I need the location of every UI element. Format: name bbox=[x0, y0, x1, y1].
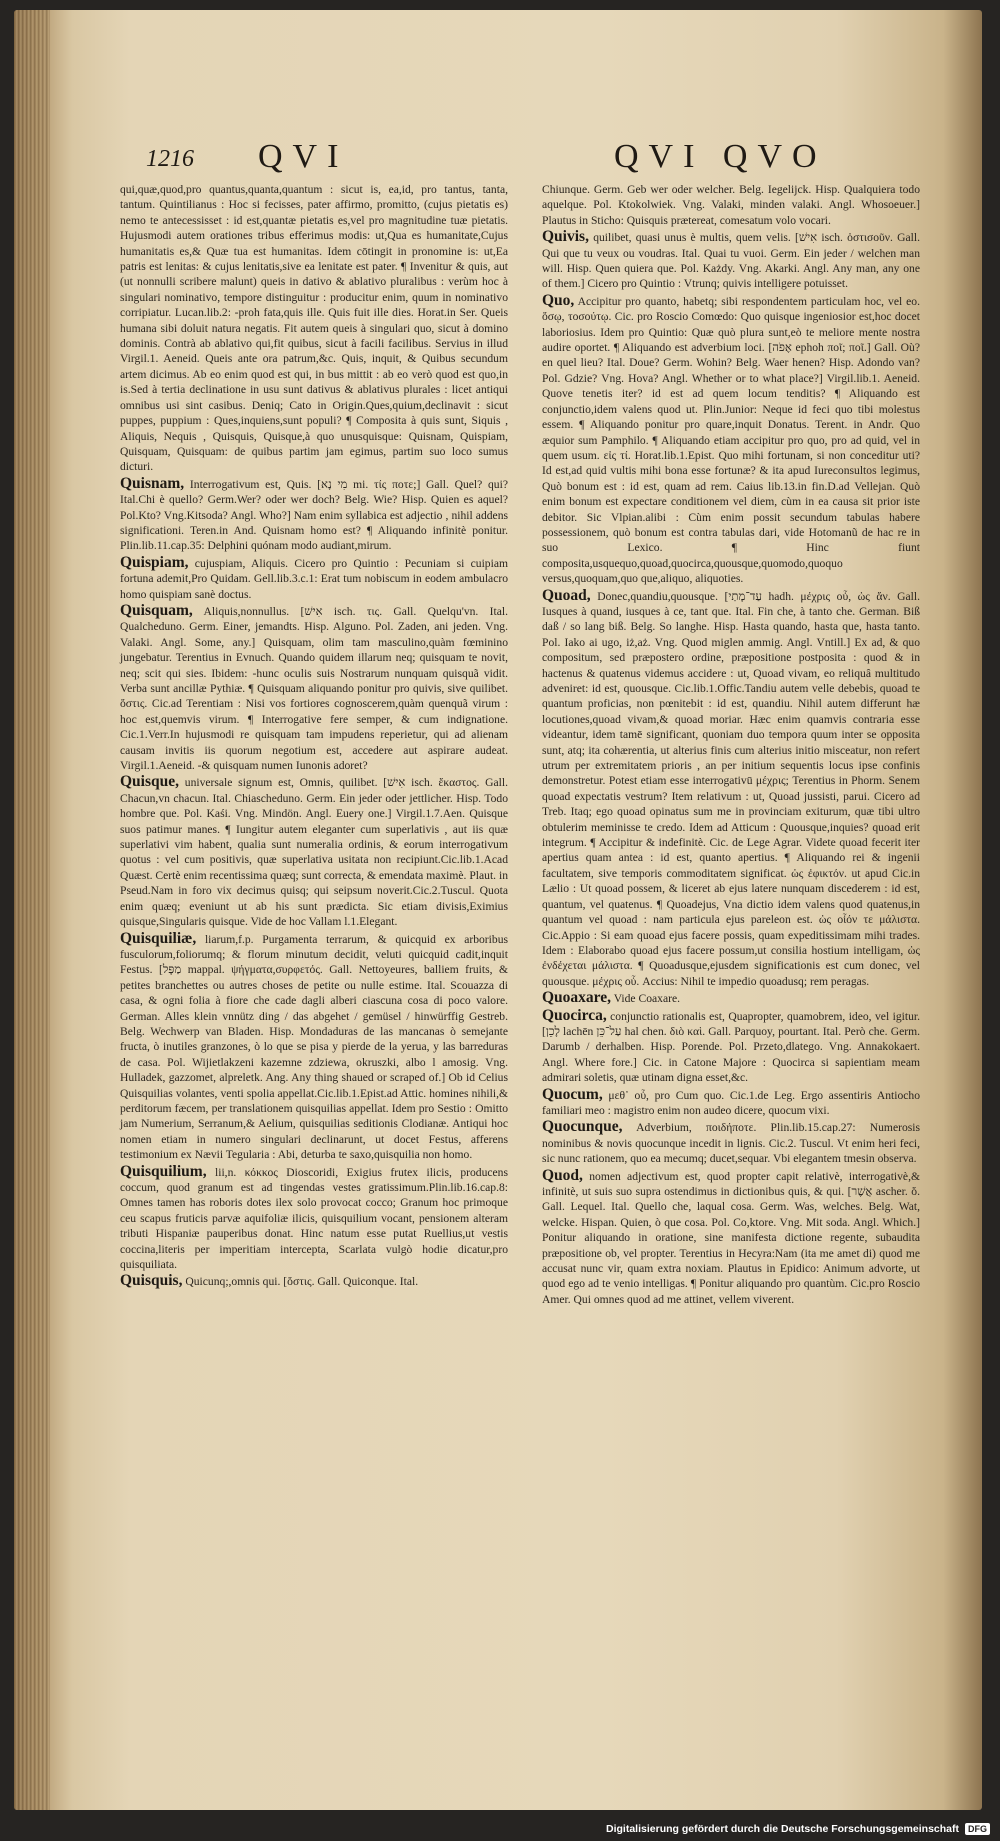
entry-text: Interrogativum est, Quis. [מִי נָא mi. τίς ποτε;] Gall. Quel? qui? Ital.Chi è quello? Germ.Wer? oder wer doch? Belg. Wie? Hisp. Quien es aquel? Pol.Kto? Vng.Kitsoda? Angl. Who?] Nam enim syllabica est adjectio , nihil addens significationi. Teren.in And. Quisnam homo est? ¶ Aliquando infinitè ponitur. Plin.lib.11.cap.35: Delphini quónam modo audiant,mirum. bbox=[120, 477, 508, 553]
entry-headword: Quoad, bbox=[542, 586, 591, 604]
left-column bbox=[120, 182, 508, 1291]
entry-text: μεθ᾿ οὗ, pro Cum quo. Cic.1.de Leg. Ergo assentiris Antiocho familiari meo : magistro enim non audeo dicere, quocum vixi. bbox=[542, 1088, 920, 1117]
dictionary-entry bbox=[120, 476, 508, 554]
right-column bbox=[542, 182, 920, 1308]
entry-text: nomen adjectivum est, quod propter capit relativè, interrogativè,& infinitè, ut suis suo supra ostendimus in dictionibus quis, & qui. [אֲשֶׁר ascher. ὅ. Gall. Lequel. Ital. Quello che, laqual cosa. Germ. Was, welches. Belg. Wat, welcke. Hispan. Quien, ò que cosa. Pol. Co,ktore. Vng. Mit soda. Angl. Which.] Ponitur aliquando in oratione, sine manifesta dictione regente, subaudita præpositione ob, vel propter. Terentius in Hecyra:Nam (ita me amet di) quod me accusat nunc vir, quam extra noxiam. Plautus in Epidico: Animum advorte, ut quod ego ad te venio intelligas. ¶ Ponitur aliquando pro quantùm. Cic.pro Roscio Amer. Qui omnes quod ad me attinet, vellem viverent. bbox=[542, 1169, 920, 1306]
entry-headword: Quisquilium, bbox=[120, 1162, 207, 1180]
dfg-logo: DFG bbox=[965, 1823, 990, 1835]
entry-text: cujuspiam, Aliquis. Cicero pro Quintio : Pecuniam si cuipiam fortuna ademit,Pro Quidam. Gell.lib.3.c.1: Erat tum nobiscum in eodem ambulacro homo quispiam sanè doctus. bbox=[120, 556, 508, 601]
entry-text: Adverbium, ποιδήποτε. Plin.lib.15.cap.27: Numerosis nominibus & novis quocunque incedit in lignis. Cic.2. Tuscul. Vt enim heri feci, sic nunc rationem, quo ea mecumq; ducet,sequar. Vbi elegantem tmesin observa. bbox=[542, 1121, 921, 1166]
footer-credit: Digitalisierung gefördert durch die Deutsche Forschungsgemeinschaft bbox=[606, 1823, 959, 1835]
book-page bbox=[14, 10, 982, 1810]
entry-headword: Quispiam, bbox=[120, 553, 189, 571]
entry-text: qui,quæ,quod,pro quantus,quanta,quantum : sicut is, ea,id, pro tantus, tanta, tantum. Quintilianus : Hoc si fecisses, pater affirmo, promitto, (cujus pietatis es) nemo te antecessisset : id est,quantæ pietatis es,vel pro magnitudine tuæ pietatis. Hujusmodi autem orationes tribus efferimus modis: ut,Qua es humanitate,Cujus humanitatis es,& Quæ tua est humanitas. Idem cōtingit in pronomine is: ut,Ea patris est lenitas: & cujus lenitatis,sive ea lenitate est pater. ¶ Invenitur & quis, aut (ut nonnulli scribere malunt) queis in dativo & ablativo pluralibus : verùm hoc à singulari nominativo, tempore distinguitur : producitur enim, quum in nominativo corripiatur. Lucan.lib.2: -proh fata,quis ille. Quis fuit ille dies. Horat.in Ser. Queis humana sibi doluit natura negatis. Fit autem queis à singulari quo, sicut à domino dominis. Contrà ab ablativo qui,fit quibus, sicut à facili facilibus. Servius in illud Virgil.1. Aeneid. Queis ante ora patrum,&c. Quis, inquit, & Quibus secundum artem dicimus. Ab eo enim quod est qui, in bus mittit : ab eo verò quod est quo,in is.Sed à tertia declinatione in usu sunt dativus & ablativus plurales : licet antiqui omnibus usi sint casibus. Deniq; Cato in Origin.Ques,quium,declinavit : sicut puppes, puppium : Ques,inquiens,sunt populi? ¶ Composita à quis sunt, Siquis , Aliquis, Nequis , Quisquis, Quisque,à quo unusquisque: Quisnam, Quispiam, Quisquam, Quisquam: de quibus partim jam egimus, partim suo loco sumus dicturi. bbox=[120, 183, 508, 474]
entry-headword: Quocirca, bbox=[542, 1006, 607, 1024]
dictionary-entry bbox=[542, 182, 920, 228]
entry-headword: Quo, bbox=[542, 291, 575, 309]
entry-text: liarum,f.p. Purgamenta terrarum, & quicquid ex arboribus fusculorum,foliorumq; & florum minutum decidit, veluti quicquid cadit,inquit Festus. [מַפָּל mappal. ψήγματα,συρφετός. Gall. Nettoyeures, balliem fruits, & petites branchettes ou autres choses de petite ou nulle estime. Ital. Scouazza di casa, & ogni folia à fiore che cade dagli alberi ciascuna cosa di poco valore. German. Alles klein vnnütz ding / das abgehet / gemüsel / hinwürffig Gestreb. Belg. Wechwerp van Bladen. Hisp. Mondaduras de las mancanas ò semejante fructa, ò inutiles granzones, ò lo que se pisa y pierde de la yerua, y las barreduras de casa. Pol. Wijietlakzeni kazemne zdziewa, okruszki, albo l amosig. Vng. Hulladek, gazzomet, alpreletk. Ang. Any thing shaued or scraped of.] Ob id Celius Quisquilias volantes, venti spolia appellat.Cic.lib.1.Epist.ad Attic. homines nihili,& perditorum fæcem, per translationem quisquilias appellat. Idem pro Sestio : Omitto jam Numerium, Serranum,& Aelium, quisquilias seditionis Clodianæ. Antiqui hoc nomen etiam in numero singulari declinarunt, ut docet Festus, afferens testimonium ex Nævii Tegularia : Abi, deturba te saxo,quisquilia non homo. bbox=[120, 932, 509, 1162]
dictionary-entry bbox=[120, 931, 508, 1163]
dictionary-entry bbox=[120, 603, 508, 773]
dictionary-entry bbox=[542, 588, 920, 990]
entry-headword: Quivis, bbox=[542, 228, 589, 246]
entry-headword: Quisquam, bbox=[120, 601, 193, 619]
entry-text: quilibet, quasi unus è multis, quem velis. [אִישׁ isch. ὁστισοῦν. Gall. Qui que tu veux ou voudras. Ital. Quai tu vuoi. Germ. Ein jeder / welchen man will. Hisp. Quen quiera que. Pol. Każdy. Vng. Akarki. Angl. Any man, any one of them.] Cicero pro Quintio : Vtrunq; quivis intelligere potuisset. bbox=[542, 231, 920, 291]
dictionary-entry bbox=[120, 182, 508, 475]
dictionary-entry bbox=[542, 1087, 920, 1119]
entry-text: Quicunq;,omnis qui. [ὅστις. Gall. Quiconque. Ital. bbox=[185, 1275, 419, 1289]
dictionary-entry bbox=[120, 555, 508, 602]
dictionary-entry bbox=[542, 1119, 920, 1166]
entry-headword: Quoaxare, bbox=[542, 989, 612, 1007]
running-head-left: QVI bbox=[258, 138, 349, 175]
entry-text: lii,n. κόκκος Dioscoridi, Exigius frutex ilicis, producens coccum, quod granum est ad tingendas vestes gratissimum.Plin.lib.16.cap.8: Omnes tamen has roboris dotes ilex solo provocat cocco; Granum hoc primoque ceu scapus fruticis parvæ aquifoliæ ilicis, quisquilium vocant, pensionem alteram tributi Hispaniæ pauperibus donat. Hinc natum esse putat Ruellius,ut vestis coccina,literis per imperitiam intercepta, Scarlata vulgò hodie dicatur,pro quisquiliata. bbox=[120, 1165, 508, 1272]
entry-headword: Quisquis, bbox=[120, 1272, 183, 1290]
entry-text: Chiunque. Germ. Geb wer oder welcher. Belg. Iegelijck. Hisp. Qualquiera todo aquelque. Pol. Ktokolwiek. Vng. Valaki, minden valaki. Angl. Whosoeuer.] Plautus in Sticho: Quisquis prætereat, comesatum volo vocari. bbox=[542, 183, 920, 227]
entry-text: Vide Coaxare. bbox=[613, 992, 680, 1006]
dictionary-entry bbox=[542, 229, 920, 292]
entry-headword: Quocunque, bbox=[542, 1118, 623, 1136]
footer bbox=[606, 1823, 990, 1835]
footer-bar bbox=[0, 1811, 1000, 1841]
entry-headword: Quisque, bbox=[120, 773, 180, 791]
dictionary-entry bbox=[120, 1273, 508, 1289]
page-header bbox=[14, 138, 982, 182]
page-edge-shadow bbox=[14, 10, 50, 1810]
dictionary-entry bbox=[542, 990, 920, 1006]
dictionary-entry bbox=[120, 1164, 508, 1273]
dictionary-entry bbox=[542, 1168, 920, 1308]
entry-text: universale signum est, Omnis, quilibet. [אִישׁ isch. ἕκαστος. Gall. Chacun,vn chacun. Ital. Chiascheduno. Germ. Ein jeder oder jettlicher. Hisp. Todo hombre que. Pol. Kaśi. Vng. Mindön. Angl. Euery one.] Virgil.1.7.Aen. Quisque suos patimur manes. ¶ Iungitur autem eleganter cum superlativis , aut iis quæ superlativi vim habent, qualia sunt numeralia ordinis, & eorum interrogativum quotus : vel cum positivis, quæ superlativa usitata non recipiunt.Cic.lib.1.Acad Quæst. Certè enim recentissima quæq; sunt correcta, & emendata maximè. Plaut. in Pseud.Nam in foro vix decimus quisq; qui seipsum noverit.Cic.2.Tuscul. Quota enim quæq; eveniunt ut ab his sunt prædicta. Sic etiam divisis,Eximius quisque,Singularis quisque. Vide de hoc Vallam l.1.Elegant. bbox=[120, 776, 508, 929]
entry-text: conjunctio rationalis est, Quapropter, quamobrem, ideo, vel igitur. [לָכֵן lachēn עַל־כֵּן hal chen. διὸ καὶ. Gall. Parquoy, pourtant. Ital. Però che. Germ. Darumb / derhalben. Hisp. Porende. Pol. Przeto,dlatego. Vng. Annakokaert. Angl. Where fore.] Cic. in Catone Majore : Quocirca si sapientiam meam admirari soletis, quæ utinam digna esset,&c. bbox=[542, 1009, 920, 1085]
dictionary-entry bbox=[542, 1008, 920, 1086]
entry-headword: Quod, bbox=[542, 1166, 583, 1184]
entry-headword: Quocum, bbox=[542, 1085, 603, 1103]
entry-text: Aliquis,nonnullus. [אִישׁ isch. τις. Gall. Quelqu'vn. Ital. Qualcheduno. Germ. Einer, jemandts. Hisp. Alguno. Pol. Zaden, ani jeden. Vng. Valaki. Angl. Some, any.] Quisquam, olim tam masculino,quàm fœminino jungebatur. Terentius in Evnuch. Quando quidem illarum neq; quisquam te novit, neq; scit qui sies. Ibidem: -hunc oculis suis Nostrarum nunquam quisquã vidit. Verba sunt ancillæ Pythiæ. ¶ Quisquam aliquando ponitur pro quivis, sive quilibet. ὅστις. Cic.ad Terentiam : Nisi vos fortiores cognoscerem,quàm quenquã virum : hoc est,quemvis virum. ¶ Interrogative fere semper, & cum indignatione. Cic.1.Verr.In hujusmodi re quisquam tam impudens reperietur, qui ad alienam causam invitis iis quorum negotium est, accedere aut aspirare audeat. Virgil.1.Aeneid. -& quisquam numen Iunonis adoret? bbox=[120, 604, 508, 773]
running-head-right: QVI QVO bbox=[614, 138, 827, 175]
dictionary-entry bbox=[120, 774, 508, 929]
page-number: 1216 bbox=[146, 146, 194, 172]
entry-text: Accipitur pro quanto, habetq; sibi respondentem particulam hoc, vel eo. ὅσῳ, τοσούτῳ. Cic. pro Roscio Comœdo: Quo quisque ingeniosior est,hoc docet laboriosius. Idem pro Quintio: Quæ quò plura sunt,eò te meliore mente nostra audire oportet. ¶ Aliquando est adverbium loci. [אֶפֹה ephoh ποῖ; ποῖ.] Gall. Où? en quel lieu? Ital. Doue? Germ. Wohin? Belg. Waer henen? Hisp. Adondo van? Pol. Gdzie? Vng. Hova? Angl. Whether or to what place?] Virgil.lib.1. Aeneid. Quove tenetis iter? id est ad quem locum tenditis? ¶ Aliquando est conjunctio,idem valens quod ut. Plin.Junior: Neque id feci quo tibi molestus essem. ¶ Aliquando ponitur pro quare,inquit Donatus. Terent. in Andr. Quo æquior sum Pamphilo. ¶ Aliquando etiam accipitur pro quo, pro ad quid, vel in quem usum. εἰς τί. Horat.lib.1.Epist. Quo mihi fortunam, si non conceditur uti? Id est,ad quid vultis mihi bona esse fortunæ? & ita apud Iureconsultos legimus, Quò bonum est : id est, quam ad rem. Caius lib.13.in fin.D.ad Vellejan. Quò enim bonum est expectare conditionem vel diem, cùm in ea causa sit prior iste debitor. Sic Vlpian.alibi : Cùm enim possit secundum tabulas habere possessionem, quò bonum est contra tabulas dari, vide Hotomanũ de hac re in suo Lexico. ¶ Hinc fiunt composita,usquequo,quoad,quocirca,quousque,quomodo,quoquo versus,quoquam,quo que,aliquo, aliquoties. bbox=[542, 294, 920, 586]
dictionary-entry bbox=[542, 293, 920, 587]
entry-text: Donec,quandiu,quousque. [עַד־מָתַי hadh. μέχρις οὗ, ὡς ἄν. Gall. Iusques à quand, iusques à ce, tant que. Ital. Fin che, à tanto che. German. Biß daß / so lang biß. Belg. So langhe. Hisp. Hasta quando, hasta que, hasta tanto. Pol. Iako ai ugo, iż,aż. Vng. Quod miglen ammig. Angl. Vntill.] Ex ad, & quo compositum, sed præpostero ordine, præpositione postposita : quod & in hactenus & quatenus videmus accidere : ut, Quoad vivam, eo reliquâ multitudo adveniret: id est, quousque. Cic.lib.1.Offic.Tandiu autem velle debebis, quoad te quantum proficias, non pœnitebit : id est, quandiu. Nihil autem differunt hæ locutiones,quoad vivam,& quoad moriar. Hæc enim quamvis contraria esse videantur, idem tamē significant, quoniam duo tempora quum inter se opposita sunt, atq; ita cohærentia, ut alterius finis cum alterius initio misceatur, non refert utrum per extremitatem prioris , an per initium sequentis locus ipse confinis demonstretur. Potest etiam esse interrogativū μέχρις; Terentius in Phorm. Senem quoad expectatis vestrum? Item relativum : ut, Quoad jussisti, parui. Cicero ad Treb. Itaq; ego quoad opinatus sum me in provinciam exiturum, quæ tibi ultro obtulerim meminisse te credo. Idem ad Atticum : Quousque,inquies? quoad erit integrum. ¶ Accipitur & indefinitè. Cic. de Lege Agrar. Videte quoad fecerit iter apertius quam antea : id est, quanto apertius. ¶ Aliquando rei & ingenii facultatem, sive temporis commoditatem significat. ὡς ἐφικτόν. ut apud Cic.in Lælio : Ut quoad possem, & liceret ab ejus latere nunquam discederem : id est, quantum, vel quatenus. ¶ Quoadejus, Vna dictio idem valens quod quatenus,in quantum vel quoad : nam particula ejus pareleon est. ὡς οἷόν τε μάλιστα. Cic.Appio : Si eam quoad ejus facere possis, quam expeditissimam mihi trades. Idem : Elaborabo quoad ejus facere possum,ut consilia hostium intelligam, ὡς ἐνδέχεται μάλιστα. ¶ Quoadusque,ejusdem significationis est cum donec, vel quousque. μέχρις οὗ. Accius: Nihil te impedio quoadusq; rem peragas. bbox=[542, 589, 920, 988]
entry-headword: Quisquiliæ, bbox=[120, 929, 197, 947]
entry-headword: Quisnam, bbox=[120, 474, 185, 492]
